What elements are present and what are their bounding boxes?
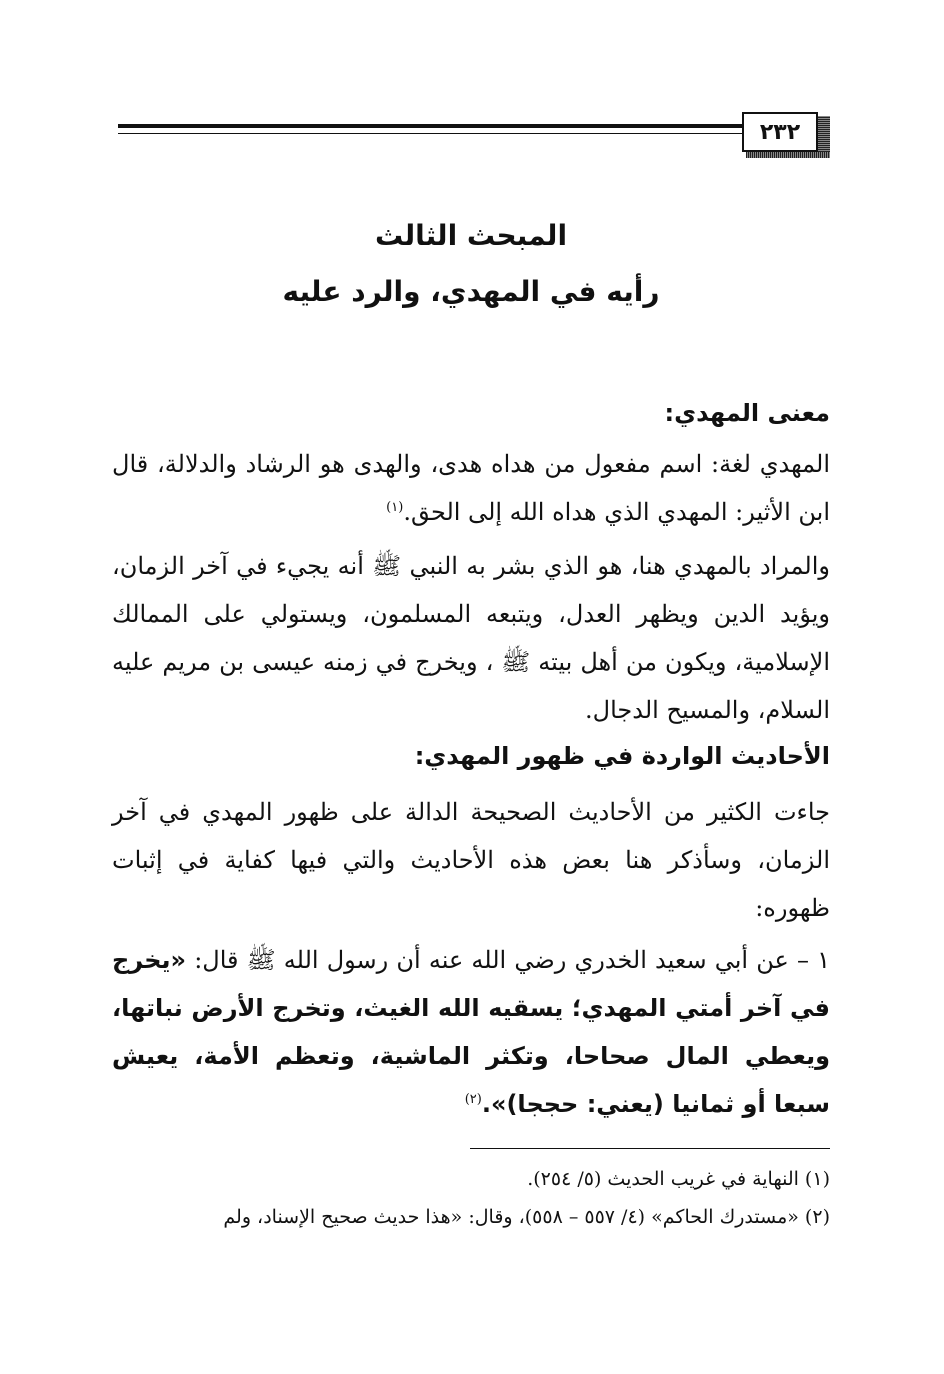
hadith-item-1-prefix: ١ – عن أبي سعيد الخدري رضي الله عنه أن رسول الله ﷺ قال: bbox=[186, 945, 830, 974]
heading-meaning: معنى المهدي: bbox=[664, 398, 830, 427]
footnote-ref-2: (٢) bbox=[464, 1091, 482, 1107]
footnote-ref-1: (١) bbox=[386, 500, 404, 516]
main-text bbox=[112, 200, 830, 1128]
footnotes bbox=[112, 1160, 830, 1236]
header-rule-thin bbox=[118, 133, 742, 134]
footnote-1: (١) النهاية في غريب الحديث (٥/ ٢٥٤). bbox=[527, 1168, 830, 1190]
page-number-shadow bbox=[818, 116, 830, 156]
section-subtitle: رأيه في المهدي، والرد عليه bbox=[282, 275, 660, 309]
section-title: المبحث الثالث bbox=[374, 219, 568, 252]
paragraph-hadiths-intro: جاءت الكثير من الأحاديث الصحيحة الدالة على ظهور المهدي في آخر الزمان، وسأذكر هنا بعض هذه الأحاديث والتي فيها كفاية في إثبات ظهوره: bbox=[112, 797, 831, 922]
paragraph-meaning-1-text: المهدي لغة: اسم مفعول من هداه هدى، والهدى هو الرشاد والدلالة، قال ابن الأثير: المهدي الذي هداه الله إلى الحق. bbox=[112, 450, 830, 527]
paragraph-meaning-1 bbox=[112, 440, 830, 536]
page-number: ٢٣٢ bbox=[742, 112, 818, 152]
hadith-item-1-quote: «يخرج في آخر أمتي المهدي؛ يسقيه الله الغيث، وتخرج الأرض نباتها، ويعطي المال صحاحا، وتكثر الماشية، وتعظم الأمة، يعيش سبعا أو ثمانيا (يعني: حججا)». bbox=[112, 945, 830, 1118]
page-number-shadow-bottom bbox=[746, 152, 830, 158]
heading-hadiths: الأحاديث الواردة في ظهور المهدي: bbox=[414, 742, 830, 771]
paragraph-meaning-2: والمراد بالمهدي هنا، هو الذي بشر به النبي ﷺ أنه يجيء في آخر الزمان، ويؤيد الدين ويظهر العدل، ويتبعه المسلمون، ويستولي على الممالك الإسلامية، ويكون من أهل بيته ﷺ ، ويخرج في زمنه عيسى بن مريم عليه السلام، والمسيح الدجال. bbox=[112, 552, 830, 725]
header-rule bbox=[118, 124, 742, 128]
hadith-item-1 bbox=[112, 936, 830, 1128]
footnote-2: (٢) «مستدرك الحاكم» (٤/ ٥٥٧ – ٥٥٨)، وقال: «هذا حديث صحيح الإسناد، ولم bbox=[223, 1206, 830, 1228]
footnote-separator bbox=[470, 1148, 830, 1149]
